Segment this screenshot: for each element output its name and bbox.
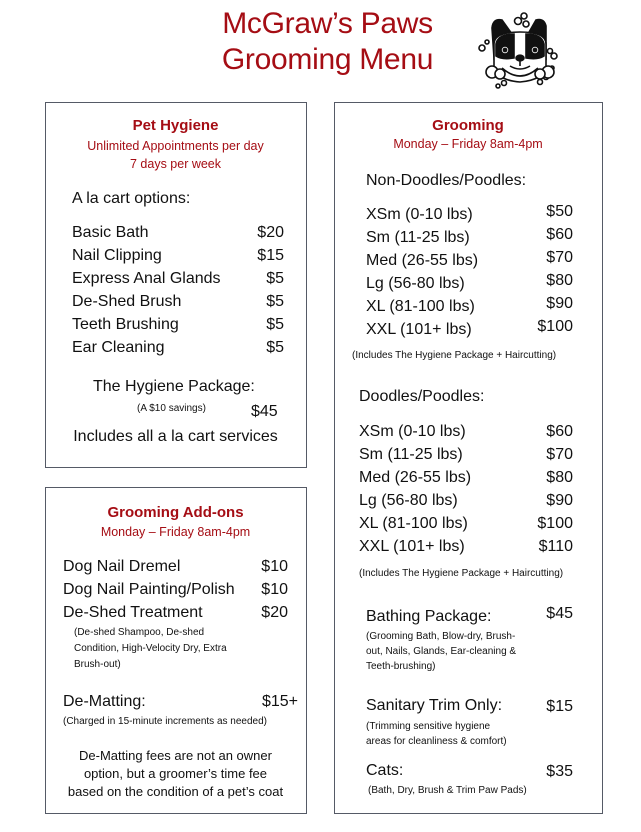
deshed-note-1: (De-shed Shampoo, De-shed	[74, 627, 205, 638]
service-name: De-Shed Brush	[72, 293, 182, 310]
cats-note: (Bath, Dry, Brush & Trim Paw Pads)	[368, 785, 527, 796]
pet-hygiene-section	[45, 102, 307, 468]
service-name: Nail Clipping	[72, 247, 162, 264]
service-name: Basic Bath	[72, 224, 149, 241]
dematting-disclaimer-3: based on the condition of a pet’s coat	[67, 784, 284, 799]
size-price: $100	[537, 318, 573, 335]
size-price: $100	[537, 515, 573, 532]
dematting-disclaimer-2: option, but a groomer’s time fee	[83, 766, 268, 781]
pet-hygiene-subtitle-1: Unlimited Appointments per day	[87, 139, 264, 153]
size-price: $110	[538, 538, 573, 555]
service-name: Express Anal Glands	[72, 270, 221, 287]
size-price: $70	[546, 446, 573, 463]
deshed-note-2: Condition, High-Velocity Dry, Extra	[74, 643, 227, 654]
addon-price: $10	[261, 581, 288, 598]
pet-hygiene-subtitle-2: 7 days per week	[129, 157, 222, 171]
doodles-note: (Includes The Hygiene Package + Haircutting)	[359, 568, 564, 579]
service-name: Ear Cleaning	[72, 339, 165, 356]
size-name: XL (81-100 lbs)	[359, 515, 468, 532]
hygiene-package-savings: (A $10 savings)	[137, 403, 206, 414]
bathing-note-1: (Grooming Bath, Blow-dry, Brush-	[366, 631, 516, 642]
grooming-title: Grooming	[432, 117, 504, 134]
size-price: $60	[546, 226, 573, 243]
size-name: XL (81-100 lbs)	[366, 298, 475, 315]
size-price: $50	[546, 203, 573, 220]
hygiene-package-note: Includes all a la cart services	[73, 428, 278, 445]
cats-price: $35	[546, 763, 573, 780]
deshed-note-3: Brush-out)	[74, 659, 121, 670]
bathing-note-3: Teeth-brushing)	[366, 661, 436, 672]
pet-hygiene-title: Pet Hygiene	[132, 117, 219, 134]
title-line-1: McGraw’s Paws	[222, 7, 433, 40]
size-price: $60	[546, 423, 573, 440]
non-doodles-note: (Includes The Hygiene Package + Haircutting)	[352, 350, 557, 361]
title-line-2: Grooming Menu	[221, 43, 434, 76]
addon-name: Dog Nail Painting/Polish	[63, 581, 235, 598]
size-name: XSm (0-10 lbs)	[359, 423, 466, 440]
size-price: $70	[546, 249, 573, 266]
addon-name: De-Shed Treatment	[63, 604, 203, 621]
hygiene-package-price: $45	[251, 403, 278, 420]
dematting-note: (Charged in 15-minute increments as needed)	[63, 716, 267, 727]
sanitary-trim-price: $15	[546, 698, 573, 715]
service-price: $20	[257, 224, 284, 241]
service-price: $5	[266, 293, 284, 310]
dematting-disclaimer-1: De-Matting fees are not an owner	[79, 748, 272, 763]
size-name: Sm (11-25 lbs)	[359, 446, 463, 463]
addon-price: $10	[261, 558, 288, 575]
size-name: XSm (0-10 lbs)	[366, 206, 473, 223]
size-name: XXL (101+ lbs)	[359, 538, 465, 555]
addon-price: $20	[261, 604, 288, 621]
hygiene-package-label: The Hygiene Package:	[93, 378, 255, 395]
addon-name: Dog Nail Dremel	[63, 558, 181, 575]
grooming-section	[334, 102, 603, 814]
bulldog-bubbles-icon	[472, 6, 568, 92]
sanitary-trim-label: Sanitary Trim Only:	[366, 697, 503, 714]
bathing-package-price: $45	[546, 605, 573, 622]
size-price: $90	[546, 295, 573, 312]
bathing-package-label: Bathing Package:	[366, 608, 492, 625]
cats-label: Cats:	[366, 762, 404, 779]
menu-title	[180, 6, 475, 78]
dematting-price: $15+	[261, 693, 298, 710]
sanitary-note-2: areas for cleanliness & comfort)	[366, 736, 507, 747]
non-doodles-label: Non-Doodles/Poodles:	[366, 172, 527, 189]
size-name: Sm (11-25 lbs)	[366, 229, 470, 246]
service-price: $15	[257, 247, 284, 264]
bathing-note-2: out, Nails, Glands, Ear-cleaning &	[366, 646, 517, 657]
service-price: $5	[266, 270, 284, 287]
doodles-label: Doodles/Poodles:	[359, 388, 485, 405]
sanitary-note-1: (Trimming sensitive hygiene	[366, 721, 491, 732]
size-name: Lg (56-80 lbs)	[366, 275, 465, 292]
service-name: Teeth Brushing	[72, 316, 179, 333]
grooming-subtitle: Monday – Friday 8am-4pm	[393, 137, 543, 151]
service-price: $5	[266, 339, 284, 356]
size-name: Lg (56-80 lbs)	[359, 492, 458, 509]
size-price: $80	[546, 469, 573, 486]
grooming-addons-subtitle: Monday – Friday 8am-4pm	[100, 525, 251, 539]
dematting-label: De-Matting:	[63, 693, 146, 710]
size-name: XXL (101+ lbs)	[366, 321, 472, 338]
size-price: $90	[546, 492, 573, 509]
size-name: Med (26-55 lbs)	[359, 469, 472, 486]
service-price: $5	[266, 316, 284, 333]
a-la-cart-label: A la cart options:	[72, 190, 191, 207]
grooming-addons-section	[45, 487, 307, 814]
size-name: Med (26-55 lbs)	[366, 252, 479, 269]
grooming-addons-title: Grooming Add-ons	[107, 504, 244, 521]
size-price: $80	[546, 272, 573, 289]
